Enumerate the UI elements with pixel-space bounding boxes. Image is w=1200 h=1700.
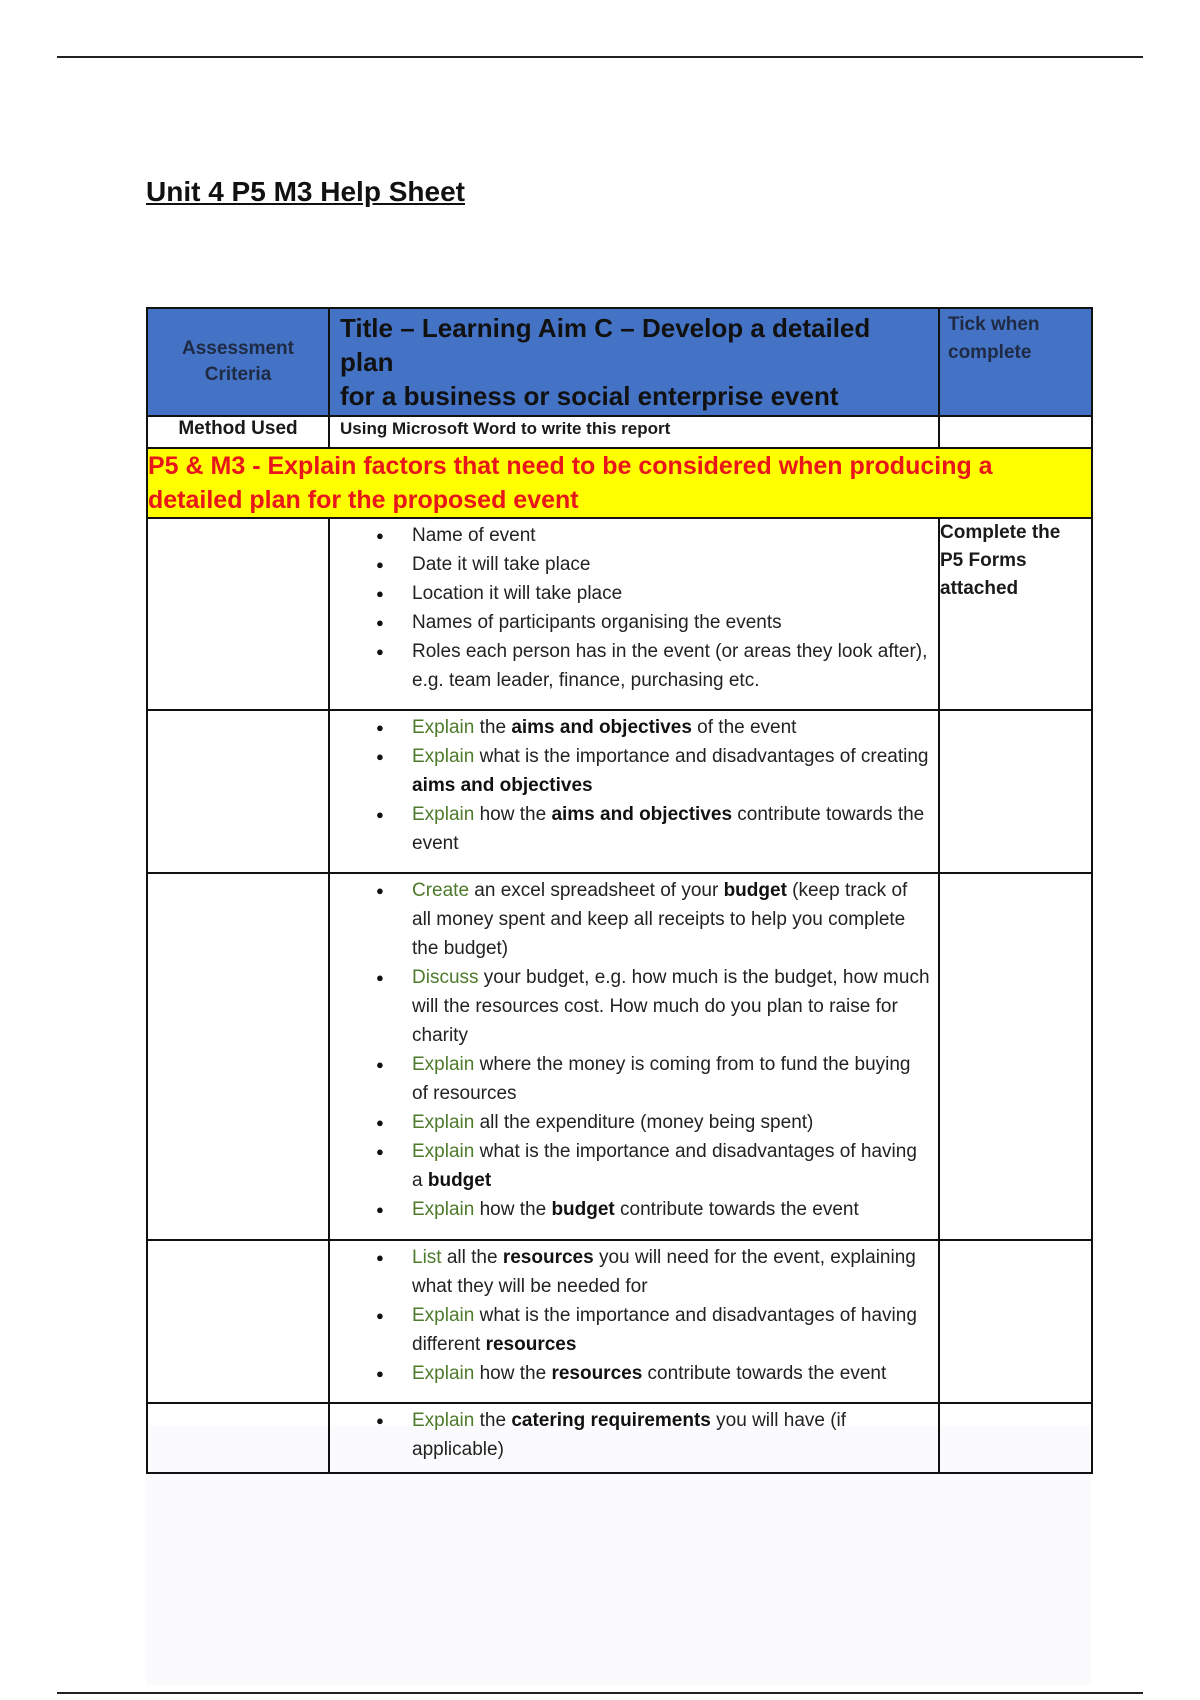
- item-text: what is the importance and disadvantages of creating: [474, 746, 929, 767]
- list-item: [412, 1137, 930, 1195]
- criteria-cell: [147, 873, 329, 1240]
- list-item: [412, 1195, 930, 1224]
- table-row: [147, 873, 1092, 1240]
- list-item: [412, 1050, 930, 1108]
- list-item: [412, 963, 930, 1050]
- key-term: budget: [723, 880, 787, 901]
- key-term: aims and objectives: [551, 804, 733, 825]
- banner-row: [147, 448, 1092, 518]
- tick-cell[interactable]: [939, 873, 1092, 1240]
- assessment-criteria-header: [147, 308, 329, 416]
- header-row: [147, 308, 1092, 416]
- table-row: [147, 1403, 1092, 1473]
- list-item: ● Name of event: [412, 521, 930, 550]
- criteria-header-line2: Criteria: [204, 364, 272, 385]
- list-item: [412, 1406, 930, 1464]
- item-text: your budget, e.g. how much is the budget, how much will the resources cost. How much do you plan to raise for charity: [412, 967, 930, 1046]
- item-text: how the: [474, 1363, 552, 1384]
- item-text: you will need for the event, explaining what they will be needed for: [412, 1247, 916, 1297]
- page-title: Unit 4 P5 M3 Help Sheet: [146, 176, 465, 207]
- tick-cell[interactable]: [939, 1403, 1092, 1473]
- criteria-header-line1: Assessment: [182, 338, 294, 359]
- top-rule: [57, 56, 1143, 58]
- guidance-cell: [329, 518, 939, 710]
- guidance-list: [330, 874, 938, 1232]
- criteria-table: [146, 307, 1093, 1474]
- command-verb: Explain: [412, 804, 475, 825]
- list-item: [412, 1359, 930, 1388]
- list-item: ● Date it will take place: [412, 550, 930, 579]
- guidance-list: [330, 1241, 938, 1396]
- item-text: the: [474, 1410, 512, 1431]
- p5-m3-banner: [147, 448, 1092, 518]
- table-row: [147, 1240, 1092, 1403]
- list-item: ● Location it will take place: [412, 579, 930, 608]
- item-text: an excel spreadsheet of your: [469, 880, 724, 901]
- list-item: ● Roles each person has in the event (or areas they look after), e.g. team leader, finance, purchasing etc.: [412, 637, 930, 695]
- title-header: [329, 308, 939, 416]
- key-term: aims and objectives: [412, 775, 593, 796]
- command-verb: Create: [412, 880, 470, 901]
- list-item: [412, 1108, 930, 1137]
- key-term: budget: [551, 1199, 615, 1220]
- tick-header: [939, 308, 1092, 416]
- tick-cell[interactable]: [939, 518, 1092, 710]
- command-verb: List: [412, 1247, 442, 1268]
- list-item: ● Names of participants organising the events: [412, 608, 930, 637]
- item-text: (keep track of all money spent and keep all receipts to help you complete the budget): [412, 880, 908, 959]
- method-value: Using Microsoft Word to write this report: [329, 416, 939, 448]
- key-term: resources: [485, 1334, 577, 1355]
- key-term: catering requirements: [511, 1410, 711, 1431]
- item-text: how the: [474, 804, 552, 825]
- item-text: you will have (if applicable): [412, 1410, 847, 1460]
- banner-line2: detailed plan for the proposed event: [148, 486, 579, 514]
- item-text: all the expenditure (money being spent): [474, 1112, 814, 1133]
- key-term: aims and objectives: [511, 717, 692, 738]
- note-line2: P5 Forms: [940, 550, 1027, 571]
- method-tick-cell[interactable]: [939, 416, 1092, 448]
- command-verb: Explain: [412, 1363, 475, 1384]
- bottom-rule: [57, 1692, 1143, 1694]
- tick-cell[interactable]: [939, 1240, 1092, 1403]
- command-verb: Explain: [412, 1054, 475, 1075]
- tick-header-line1: Tick when: [948, 314, 1040, 335]
- command-verb: Explain: [412, 1112, 475, 1133]
- list-item: [412, 742, 930, 800]
- criteria-cell: [147, 518, 329, 710]
- command-verb: Explain: [412, 1410, 475, 1431]
- guidance-cell: [329, 1240, 939, 1403]
- key-term: resources: [551, 1363, 643, 1384]
- command-verb: Explain: [412, 1141, 475, 1162]
- item-text: the: [474, 717, 512, 738]
- criteria-cell: [147, 1403, 329, 1473]
- item-text: where the money is coming from to fund the buying of resources: [412, 1054, 911, 1104]
- command-verb: Discuss: [412, 967, 479, 988]
- item-text: what is the importance and disadvantages of having different: [412, 1305, 917, 1355]
- item-text: contribute towards the event: [412, 804, 925, 854]
- note-line1: Complete the: [940, 522, 1061, 543]
- tick-cell[interactable]: [939, 710, 1092, 873]
- item-text: how the: [474, 1199, 552, 1220]
- title-header-line2: for a business or social enterprise event: [340, 381, 839, 411]
- item-text: what is the importance and disadvantages of having a: [412, 1141, 917, 1191]
- list-item: [412, 713, 930, 742]
- list-item: [412, 800, 930, 858]
- item-text: contribute towards the event: [614, 1199, 859, 1220]
- item-text: all the: [441, 1247, 503, 1268]
- title-header-line1: Title – Learning Aim C – Develop a detailed plan: [340, 313, 871, 377]
- command-verb: Explain: [412, 1305, 475, 1326]
- tick-header-line2: complete: [948, 342, 1032, 363]
- guidance-cell: [329, 873, 939, 1240]
- banner-line1: P5 & M3 - Explain factors that need to be considered when producing a: [148, 452, 993, 480]
- guidance-list: [330, 519, 938, 703]
- key-term: budget: [427, 1170, 492, 1191]
- guidance-list: [330, 711, 938, 866]
- command-verb: Explain: [412, 1199, 475, 1220]
- guidance-cell: [329, 710, 939, 873]
- item-text: of the event: [691, 717, 797, 738]
- note-line3: attached: [940, 578, 1019, 599]
- command-verb: Explain: [412, 746, 475, 767]
- item-text: contribute towards the event: [642, 1363, 887, 1384]
- table-row: [147, 518, 1092, 710]
- guidance-list: [330, 1404, 938, 1472]
- method-label: Method Used: [147, 416, 329, 448]
- list-item: [412, 1243, 930, 1301]
- list-item: [412, 876, 930, 963]
- list-item: [412, 1301, 930, 1359]
- criteria-cell: [147, 710, 329, 873]
- guidance-cell: [329, 1403, 939, 1473]
- table-row: [147, 710, 1092, 873]
- command-verb: Explain: [412, 717, 475, 738]
- method-row: [147, 416, 1092, 448]
- key-term: resources: [502, 1247, 594, 1268]
- criteria-cell: [147, 1240, 329, 1403]
